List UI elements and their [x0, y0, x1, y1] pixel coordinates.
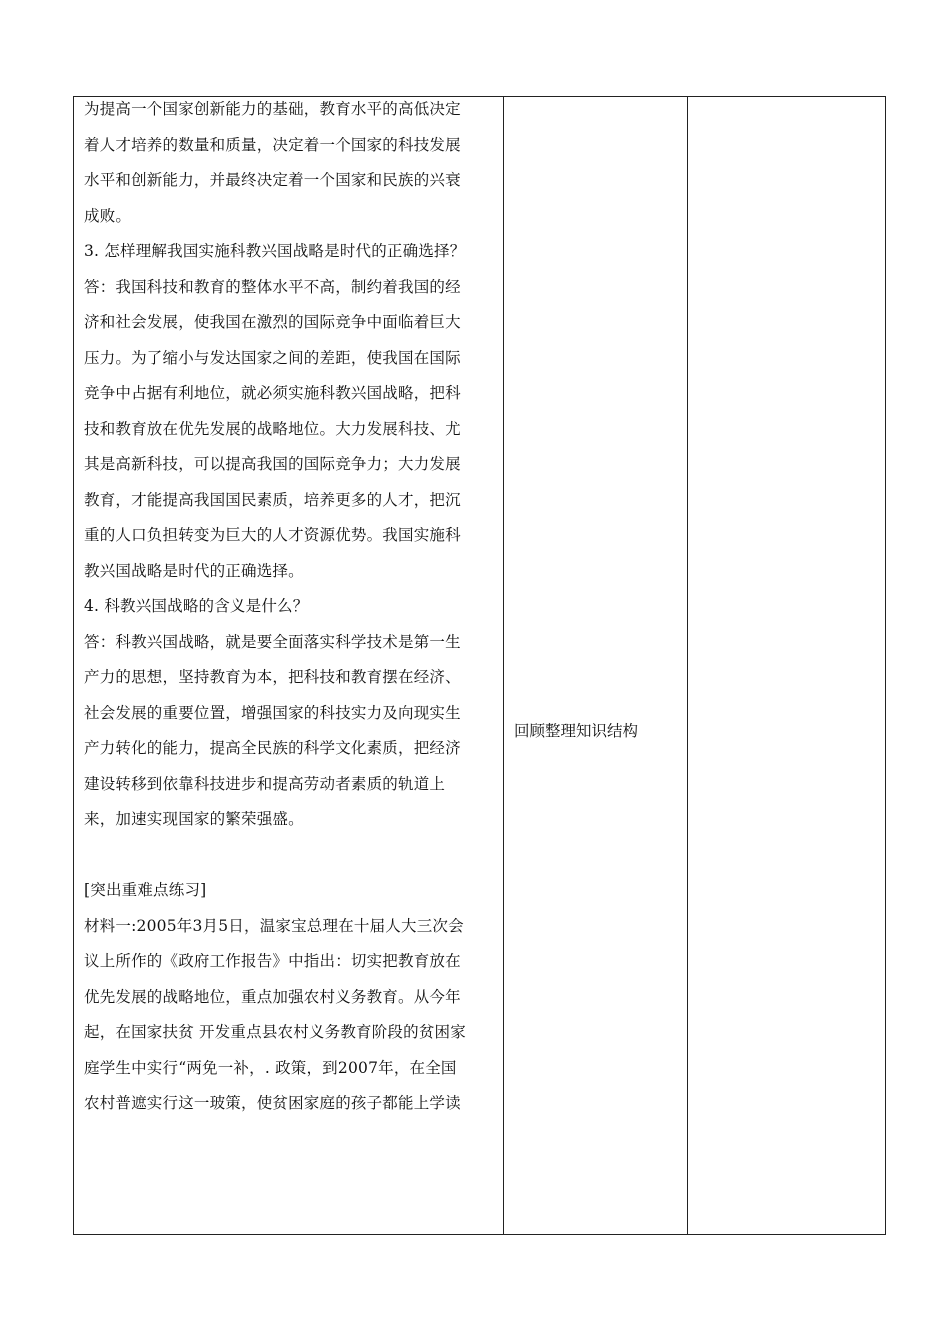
text-line: [84, 838, 493, 874]
text-line: 4. 科教兴国战略的含义是什么？: [84, 597, 309, 615]
text-line: 起，在国家扶贫 开发重点县农村义务教育阶段的贫困家: [84, 1023, 466, 1041]
notes-column: [688, 97, 885, 1234]
text-line: 庭学生中实行“两免一补，. 政策，到2007年，在全国: [84, 1058, 457, 1077]
text-line: 技和教育放在优先发展的战略地位。大力发展科技、尤: [84, 419, 461, 438]
text-line: 答：我国科技和教育的整体水平不高，制约着我国的经: [84, 277, 461, 296]
text-line: 产力的思想，坚持教育为本，把科技和教育摆在经济、: [84, 668, 461, 686]
text-line: 水平和创新能力，并最终决定着一个国家和民族的兴衰: [84, 171, 461, 189]
content-table: [73, 96, 886, 1235]
text-line: 成败。: [84, 206, 132, 225]
text-line: 教育，才能提高我国国民素质，培养更多的人才，把沉: [84, 490, 461, 509]
text-line: 议上所作的《政府工作报告》中指出：切实把教育放在: [84, 952, 461, 970]
text-line: 优先发展的战略地位，重点加强农村义务教育。从今年: [84, 987, 461, 1006]
activity-note: 回顾整理知识结构: [514, 722, 639, 740]
text-line: 答：科教兴国战略，就是要全面落实科学技术是第一生: [84, 632, 461, 651]
text-line: 着人才培养的数量和质量，决定着一个国家的科技发展: [84, 135, 461, 154]
text-line: 压力。为了缩小与发达国家之间的差距，使我国在国际: [84, 348, 461, 367]
text-line: 竞争中占据有利地位，就必须实施科教兴国战略，把科: [84, 384, 461, 402]
text-line: 为提高一个国家创新能力的基础，教育水平的高低决定: [84, 100, 461, 118]
text-line: [突出重难点练习]: [84, 881, 207, 899]
text-lines: [84, 92, 493, 1122]
text-line: 社会发展的重要位置，增强国家的科技实力及向现实生: [84, 703, 461, 722]
text-line: 教兴国战略是时代的正确选择。: [84, 561, 304, 580]
text-line: 济和社会发展，使我国在激烈的国际竞争中面临着巨大: [84, 313, 461, 331]
text-line: 重的人口负担转变为巨大的人才资源优势。我国实施科: [84, 526, 461, 544]
activity-column: [504, 97, 688, 1234]
text-line: 其是高新科技，可以提高我国的国际竞争力；大力发展: [84, 455, 461, 473]
text-line: 来，加速实现国家的繁荣强盛。: [84, 810, 304, 828]
main-text-column: [74, 97, 504, 1234]
text-line: 材料一:2005年3月5日，温家宝总理在十届人大三次会: [84, 916, 464, 935]
text-line: 农村普遮实行这一玻策，使贫困家庭的孩子都能上学读: [84, 1094, 461, 1112]
text-line: 建设转移到依靠科技进步和提高劳动者素质的轨道上: [84, 774, 446, 793]
text-line: 3. 怎样理解我国实施科教兴国战略是时代的正确选择？: [84, 242, 466, 260]
text-line: 产力转化的能力，提高全民族的科学文化素质，把经济: [84, 739, 461, 757]
